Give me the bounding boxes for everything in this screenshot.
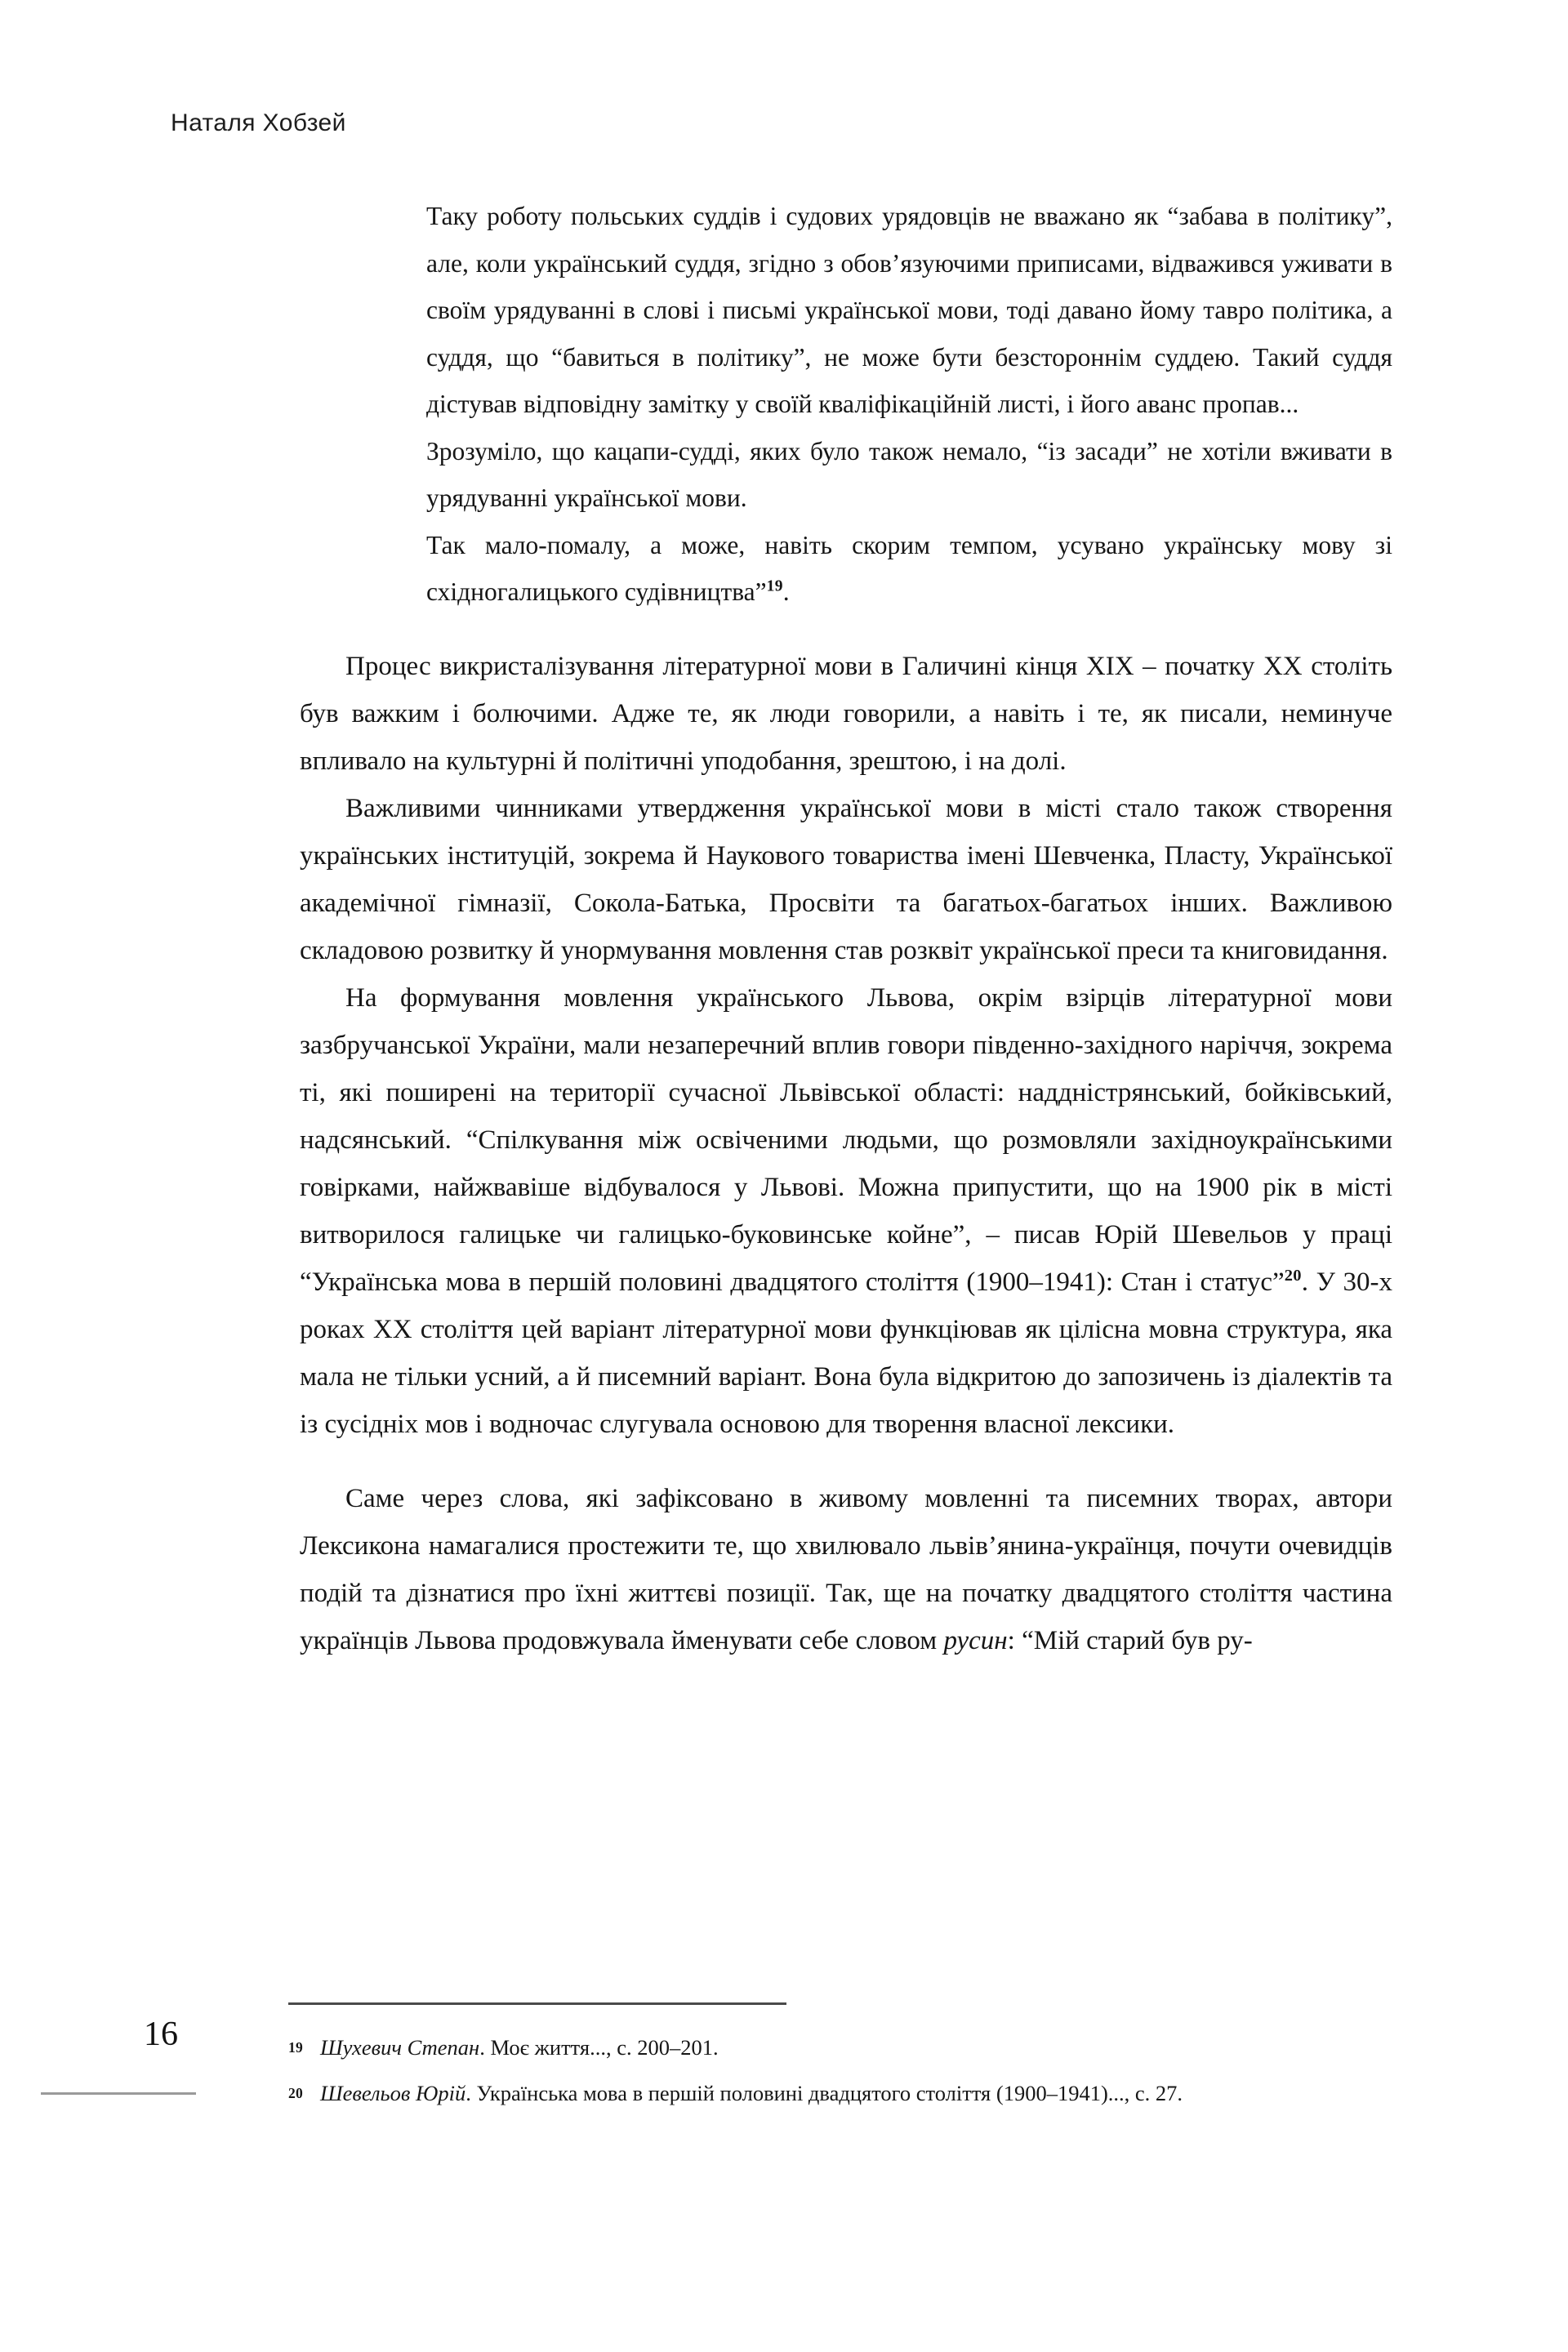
footnote-separator-rule — [288, 2002, 786, 2005]
footnote-item — [288, 2073, 1392, 2114]
emphasised-term-rusyn: русин — [943, 1625, 1008, 1655]
body-paragraph-4-part-a: Саме через слова, які зафіксовано в живому мовленні та писемних творах, автори Лексикона намагалися простежити те, що хвилювало львів’янина-українця, почути очевидців подій та дізнатися про їхні життєві позиції. Так, ще на початку двадцятого століття частина українців Львова продовжувала йменувати себе словом — [300, 1483, 1392, 1655]
body-paragraph-3-part-a: На формування мовлення українського Львова, окрім взірців літературної мови зазбручанської України, мали незаперечний вплив говори південно-західного наріччя, зокрема ті, які поширені на території сучасної Львівської області: наддністрянський, бойківський, надсянський. “Спілкування між освіченими людьми, що розмовляли західноукраїнськими говірками, найжвавіше відбувалося у Львові. Можна припустити, що на 1900 рік в місті витворилося галицьке чи галицько-буковинське койне”, – писав Юрій Шевельов у праці “Українська мова в першій половині двадцятого століття (1900–1941): Стан і статус” — [300, 982, 1392, 1297]
footnote-text: . Моє життя..., с. 200–201. — [479, 2035, 719, 2060]
quote-paragraph-3 — [426, 522, 1392, 616]
body-paragraph-2: Важливими чинниками утвердження української мови в місті стало також створення українських інституцій, зокрема й Наукового товариства імені Шевченка, Пласту, Української академічної гімназії, Сокола-Батька, Просвіти та багатьох-багатьох інших. Важливою складовою розвитку й унормування мовлення став розквіт української преси та книговидання. — [300, 793, 1392, 965]
quote-trailing-punctuation: . — [782, 577, 790, 606]
body-paragraph-3-part-b: . У 30-х роках XX століття цей варіант літературної мови функціював як цілісна мовна структура, яка мала не тільки усний, а й писемний варіант. Вона була відкритою до запозичень із діалектів та із сусідніх мов і водночас слугувала основою для творення власної лексики. — [300, 1267, 1392, 1439]
running-head-author: Наталя Хобзей — [171, 109, 346, 136]
page-number: 16 — [144, 2016, 178, 2053]
block-quote — [426, 193, 1392, 616]
body-paragraph-1: Процес викристалізування літературної мови в Галичині кінця XIX – початку XX століть був важким і болючими. Адже те, як люди говорили, а навіть і те, як писали, неминуче впливало на культурні й політичні уподобання, зрештою, і на долі. — [300, 651, 1392, 776]
footnote-reference-19[interactable]: 19 — [766, 577, 783, 595]
body-paragraph-4-part-b: : “Мій старий був ру- — [1007, 1625, 1253, 1655]
quote-paragraph-3-text: Так мало-помалу, а може, навіть скорим темпом, усувано українську мову зі східногалицького судівництва” — [426, 530, 1392, 606]
folio-decorative-rule — [41, 2092, 196, 2095]
footnote-number: 19 — [288, 2039, 304, 2056]
body-paragraph-4 — [300, 1475, 1392, 1664]
body-paragraph-3 — [300, 974, 1392, 1448]
footnote-reference-20[interactable]: 20 — [1284, 1266, 1302, 1285]
footnote-author: Шухевич Степан — [320, 2035, 480, 2060]
footnote-item — [288, 2027, 1392, 2068]
footnote-text: . Українська мова в першій половині двадцятого століття (1900–1941)..., с. 27. — [466, 2081, 1183, 2105]
main-text-column — [300, 193, 1392, 1664]
footnote-area — [288, 2027, 1392, 2118]
quote-paragraph-2: Зрозуміло, що кацапи-судді, яких було також немало, “із засади” не хотіли вживати в урядуванні української мови. — [426, 436, 1392, 512]
quote-paragraph-1: Таку роботу польських суддів і судових урядовців не вважано як “забава в політику”, але, коли український суддя, згідно з обов’язуючими приписами, відважився уживати в своїм урядуванні в слові і письмі української мови, тоді давано йому тавро політика, а суддя, що “бавиться в політику”, не може бути безстороннім суддею. Такий суддя дістував відповідну замітку у своїй кваліфікаційній листі, і його аванс пропав... — [426, 202, 1392, 418]
footnote-number: 20 — [288, 2085, 304, 2101]
footnote-author: Шевельов Юрій — [320, 2081, 466, 2105]
